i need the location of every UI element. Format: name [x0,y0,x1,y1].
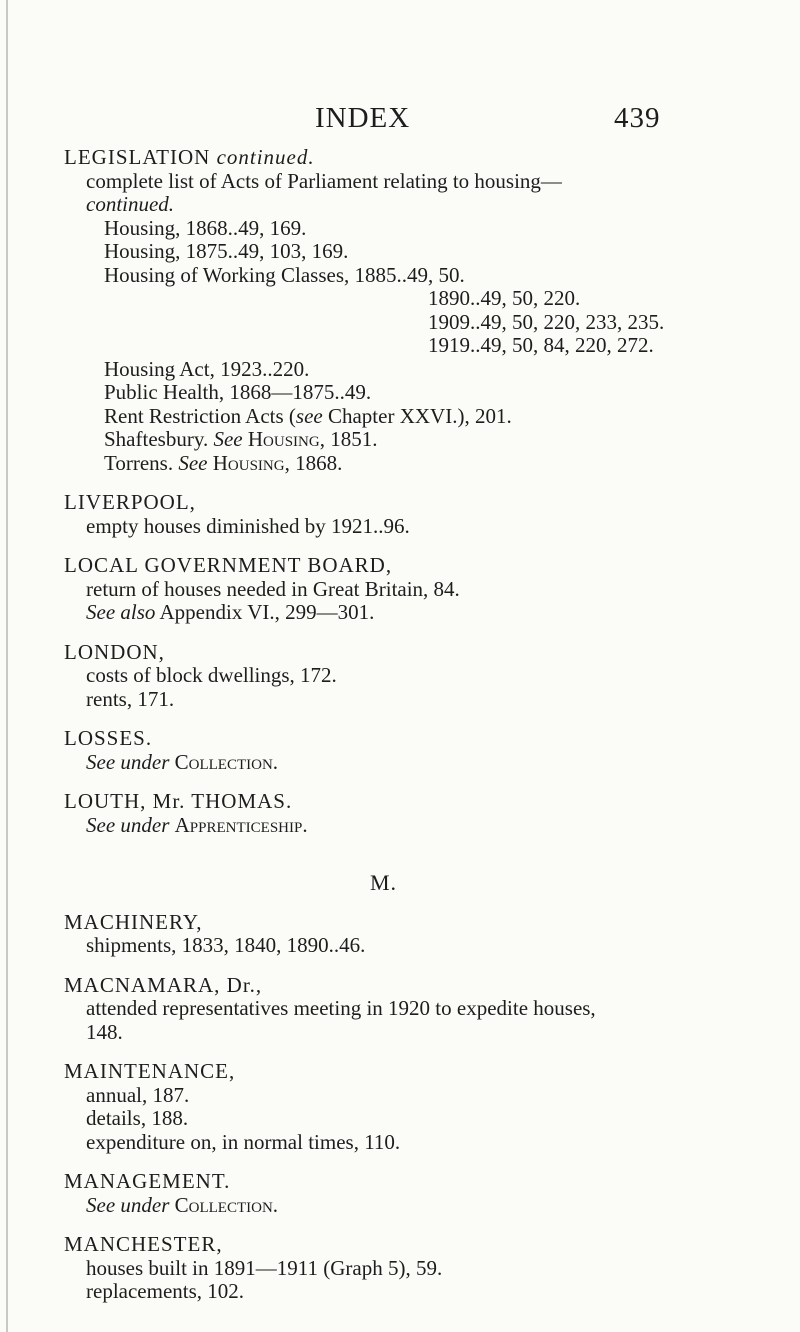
index-line: Public Health, 1868—1875..49. [104,380,372,404]
index-subentry: houses built in 1891—1911 (Graph 5), 59. [86,1255,443,1280]
index-heading-liverpool: LIVERPOOL, [64,490,196,514]
index-heading-losses: LOSSES. [64,726,153,750]
index-see-also: See also Appendix VI., 299—301. [86,600,375,624]
index-line: Housing, 1868..49, 169. [104,215,307,240]
index-heading-management: MANAGEMENT. [64,1169,231,1193]
index-subentry: return of houses needed in Great Britain, 84. [86,576,460,601]
index-see-under: See under Apprenticeship. [86,812,308,837]
index-heading-legislation: LEGISLATION continued. [64,145,315,169]
index-heading-manchester: MANCHESTER, [64,1232,223,1256]
index-subentry: attended representatives meeting in 1920 to expedite houses, [86,996,596,1020]
index-heading-london: LONDON, [64,639,165,664]
index-content [64,146,794,1304]
index-subentry: annual, 187. [86,1082,190,1107]
index-line: Housing, 1875..49, 103, 169. [104,239,349,263]
index-heading-local-government-board: LOCAL GOVERNMENT BOARD, [64,553,393,577]
index-line-torrens: Torrens. See Housing, 1868. [104,450,343,475]
index-subentry: empty houses diminished by 1921..96. [86,513,410,538]
section-letter: M. [370,870,398,895]
index-see-under: See under Collection. [86,1192,279,1217]
index-subentry: shipments, 1833, 1840, 1890..46. [86,933,366,957]
index-subentry: replacements, 102. [86,1279,245,1303]
index-see-under: See under Collection. [86,749,279,774]
index-line: 1909..49, 50, 220, 233, 235. [428,309,665,334]
index-subentry: details, 188. [86,1106,189,1130]
index-subentry: rents, 171. [86,686,175,711]
index-subentry: costs of block dwellings, 172. [86,663,337,687]
index-heading-macnamara: MACNAMARA, Dr., [64,972,263,997]
index-line: 1919..49, 50, 84, 220, 272. [428,333,654,357]
index-line: 1890..49, 50, 220. [428,286,581,310]
page-number: 439 [614,102,661,134]
page-header [0,96,800,136]
index-subentry: complete list of Acts of Parliament relating to housing— [86,168,562,193]
index-line: Housing Act, 1923..220. [104,356,310,381]
page-title: INDEX [315,102,411,134]
index-line: Rent Restriction Acts (see Chapter XXVI.), 201. [104,403,512,428]
index-heading-louth: LOUTH, Mr. THOMAS. [64,789,293,813]
index-subentry-continued: 148. [86,1019,123,1044]
index-heading-machinery: MACHINERY, [64,909,203,934]
index-subentry-continued: continued. [86,192,175,216]
index-line-shaftesbury: Shaftesbury. See Housing, 1851. [104,427,378,451]
index-subentry: expenditure on, in normal times, 110. [86,1129,401,1154]
index-line: Housing of Working Classes, 1885..49, 50. [104,262,465,287]
index-heading-maintenance: MAINTENANCE, [64,1059,236,1083]
